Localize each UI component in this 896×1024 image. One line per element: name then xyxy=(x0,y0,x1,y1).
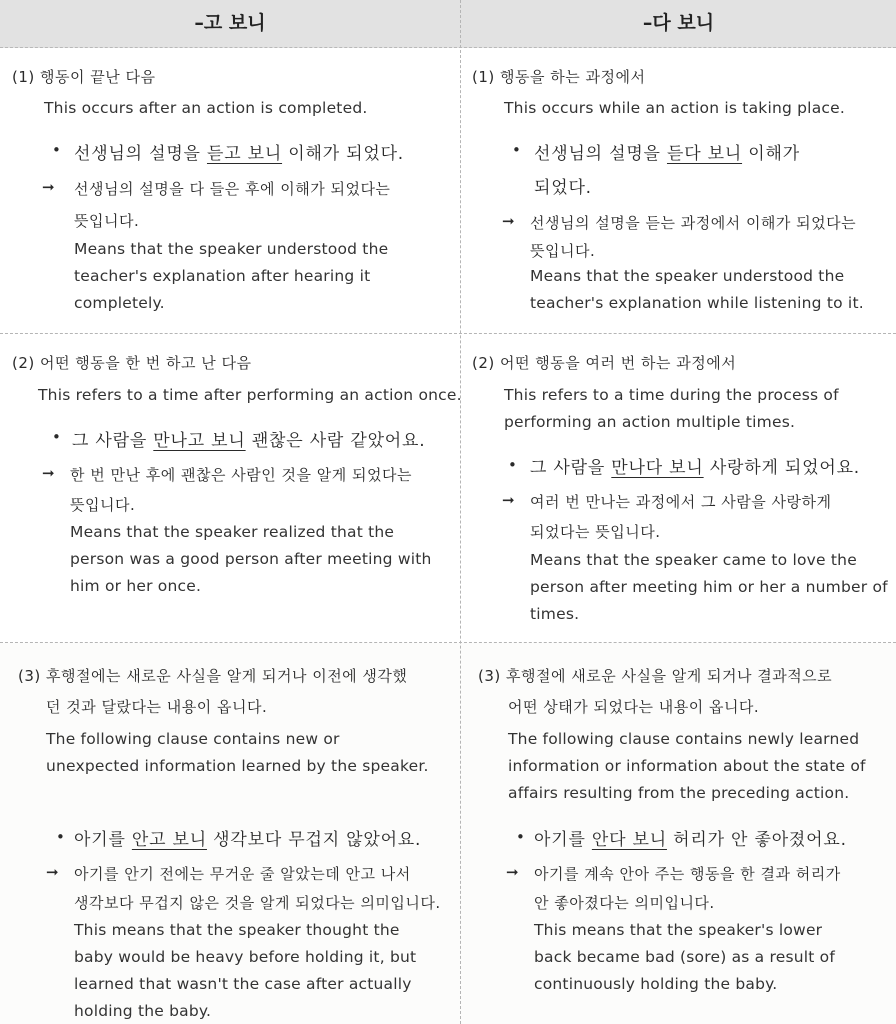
bullet-icon: • xyxy=(52,141,61,159)
row2-left-heading: (2) 어떤 행동을 한 번 하고 난 다음 xyxy=(12,354,252,372)
row3-left-heading-1: (3) 후행절에는 새로운 사실을 알게 되거나 이전에 생각했 xyxy=(18,667,408,685)
arrow-icon: ➞ xyxy=(502,491,515,509)
row3-right-english-2: information or information about the state of xyxy=(508,757,866,775)
row3-right-arrow-en-1: This means that the speaker's lower xyxy=(534,921,823,939)
example-text: 아기를 xyxy=(534,830,592,850)
arrow-icon: ➞ xyxy=(502,212,515,230)
row2-left-arrow-en-2: person was a good person after meeting with xyxy=(70,550,432,568)
row1-left-example xyxy=(74,139,404,164)
example-underlined: 만나고 보니 xyxy=(153,431,246,451)
example-text: 그 사람을 xyxy=(72,431,154,451)
row3-right-arrow-ko-2: 안 좋아졌다는 의미입니다. xyxy=(534,894,715,912)
row3-left-arrow-en-2: baby would be heavy before holding it, but xyxy=(74,948,417,966)
row3-right-arrow-en-3: continuously holding the baby. xyxy=(534,975,778,993)
row1-right-arrow-en-2: teacher's explanation while listening to it. xyxy=(530,294,864,312)
example-text: 선생님의 설명을 xyxy=(74,144,207,164)
example-underlined: 만나다 보니 xyxy=(611,458,704,478)
row2-right-english-1: This refers to a time during the process of xyxy=(504,386,839,404)
bullet-icon: • xyxy=(508,456,517,474)
header-go-boni: –고 보니 xyxy=(194,12,266,34)
row-divider-2 xyxy=(0,642,896,643)
example-text: 이해가 xyxy=(742,144,800,164)
example-text: 사랑하게 되었어요. xyxy=(703,458,861,478)
row3-left-arrow-en-3: learned that wasn't the case after actually xyxy=(74,975,412,993)
row1-right-example xyxy=(534,139,800,164)
row1-right-arrow-en-1: Means that the speaker understood the xyxy=(530,267,845,285)
arrow-icon: ➞ xyxy=(42,178,55,196)
bullet-icon: • xyxy=(52,428,61,446)
row2-right-arrow-en-3: times. xyxy=(530,605,580,623)
column-divider xyxy=(460,0,461,1024)
row3-right-arrow-en-2: back became bad (sore) as a result of xyxy=(534,948,836,966)
bullet-icon: • xyxy=(516,828,525,846)
row1-left-english: This occurs after an action is completed. xyxy=(44,99,368,117)
row3-right-heading-2: 어떤 상태가 되었다는 내용이 옵니다. xyxy=(508,698,760,716)
row3-left-arrow-en-1: This means that the speaker thought the xyxy=(74,921,400,939)
row3-left-arrow-ko-2: 생각보다 무겁지 않은 것을 알게 되었다는 의미입니다. xyxy=(74,894,441,912)
row3-right-english-3: affairs resulting from the preceding action. xyxy=(508,784,850,802)
row2-right-arrow-ko-2: 되었다는 뜻입니다. xyxy=(530,523,661,541)
example-underlined: 안다 보니 xyxy=(591,830,667,850)
row1-right-example-2: 되었다. xyxy=(534,178,592,198)
row1-right-english: This occurs while an action is taking place. xyxy=(504,99,845,117)
bullet-icon: • xyxy=(56,828,65,846)
row1-left-heading: (1) 행동이 끝난 다음 xyxy=(12,68,156,86)
row3-right-arrow-ko-1: 아기를 계속 안아 주는 행동을 한 결과 허리가 xyxy=(534,865,841,883)
example-text: 괜찮은 사람 같았어요. xyxy=(245,431,426,451)
row3-left-arrow-en-4: holding the baby. xyxy=(74,1002,212,1020)
table-header xyxy=(0,0,896,48)
row2-right-english-2: performing an action multiple times. xyxy=(504,413,796,431)
row2-left-arrow-en-1: Means that the speaker realized that the xyxy=(70,523,395,541)
row1-left-arrow-ko-2: 뜻입니다. xyxy=(74,212,140,230)
row2-left-english: This refers to a time after performing an action once. xyxy=(38,386,462,404)
row2-right-heading: (2) 어떤 행동을 여러 번 하는 과정에서 xyxy=(472,354,737,372)
row3-left-english-1: The following clause contains new or xyxy=(46,730,340,748)
row2-right-example xyxy=(530,453,860,478)
arrow-icon: ➞ xyxy=(506,863,519,881)
row2-right-arrow-en-1: Means that the speaker came to love the xyxy=(530,551,857,569)
row2-left-example xyxy=(72,426,425,451)
row2-left-arrow-en-3: him or her once. xyxy=(70,577,202,595)
row1-left-arrow-ko-1: 선생님의 설명을 다 들은 후에 이해가 되었다는 xyxy=(74,180,391,198)
example-underlined: 듣고 보니 xyxy=(206,144,283,164)
example-text: 허리가 안 좋아졌어요. xyxy=(666,830,847,850)
row1-right-arrow-ko-1: 선생님의 설명을 듣는 과정에서 이해가 되었다는 xyxy=(530,214,857,232)
example-underlined: 듣다 보니 xyxy=(666,144,743,164)
row2-left-arrow-ko-2: 뜻입니다. xyxy=(70,496,136,514)
row3-right-english-1: The following clause contains newly learned xyxy=(508,730,860,748)
bullet-icon: • xyxy=(512,141,521,159)
row1-left-arrow-en-2: teacher's explanation after hearing it xyxy=(74,267,371,285)
example-text: 선생님의 설명을 xyxy=(534,144,667,164)
row3-left-heading-2: 던 것과 달랐다는 내용이 옵니다. xyxy=(46,698,268,716)
row3-left-arrow-ko-1: 아기를 안기 전에는 무거운 줄 알았는데 안고 나서 xyxy=(74,865,411,883)
row1-right-heading: (1) 행동을 하는 과정에서 xyxy=(472,68,646,86)
arrow-icon: ➞ xyxy=(42,464,55,482)
row3-left-english-2: unexpected information learned by the speaker. xyxy=(46,757,429,775)
row2-left-arrow-ko-1: 한 번 만난 후에 괜찮은 사람인 것을 알게 되었다는 xyxy=(70,466,412,484)
example-underlined: 안고 보니 xyxy=(131,830,207,850)
row2-right-arrow-ko-1: 여러 번 만나는 과정에서 그 사람을 사랑하게 xyxy=(530,493,832,511)
example-text: 생각보다 무겁지 않았어요. xyxy=(206,830,422,850)
row1-right-arrow-ko-2: 뜻입니다. xyxy=(530,242,596,260)
example-text: 이해가 되었다. xyxy=(282,144,405,164)
row-divider-1 xyxy=(0,333,896,334)
row3-left-example xyxy=(74,825,421,850)
row2-right-arrow-en-2: person after meeting him or her a number of xyxy=(530,578,888,596)
arrow-icon: ➞ xyxy=(46,863,59,881)
example-text: 그 사람을 xyxy=(530,458,612,478)
row1-left-arrow-en-3: completely. xyxy=(74,294,165,312)
header-da-boni: –다 보니 xyxy=(642,12,715,34)
row3-right-example xyxy=(534,825,847,850)
row1-left-arrow-en-1: Means that the speaker understood the xyxy=(74,240,389,258)
row3-right-heading-1: (3) 후행절에 새로운 사실을 알게 되거나 결과적으로 xyxy=(478,667,833,685)
example-text: 아기를 xyxy=(74,830,132,850)
